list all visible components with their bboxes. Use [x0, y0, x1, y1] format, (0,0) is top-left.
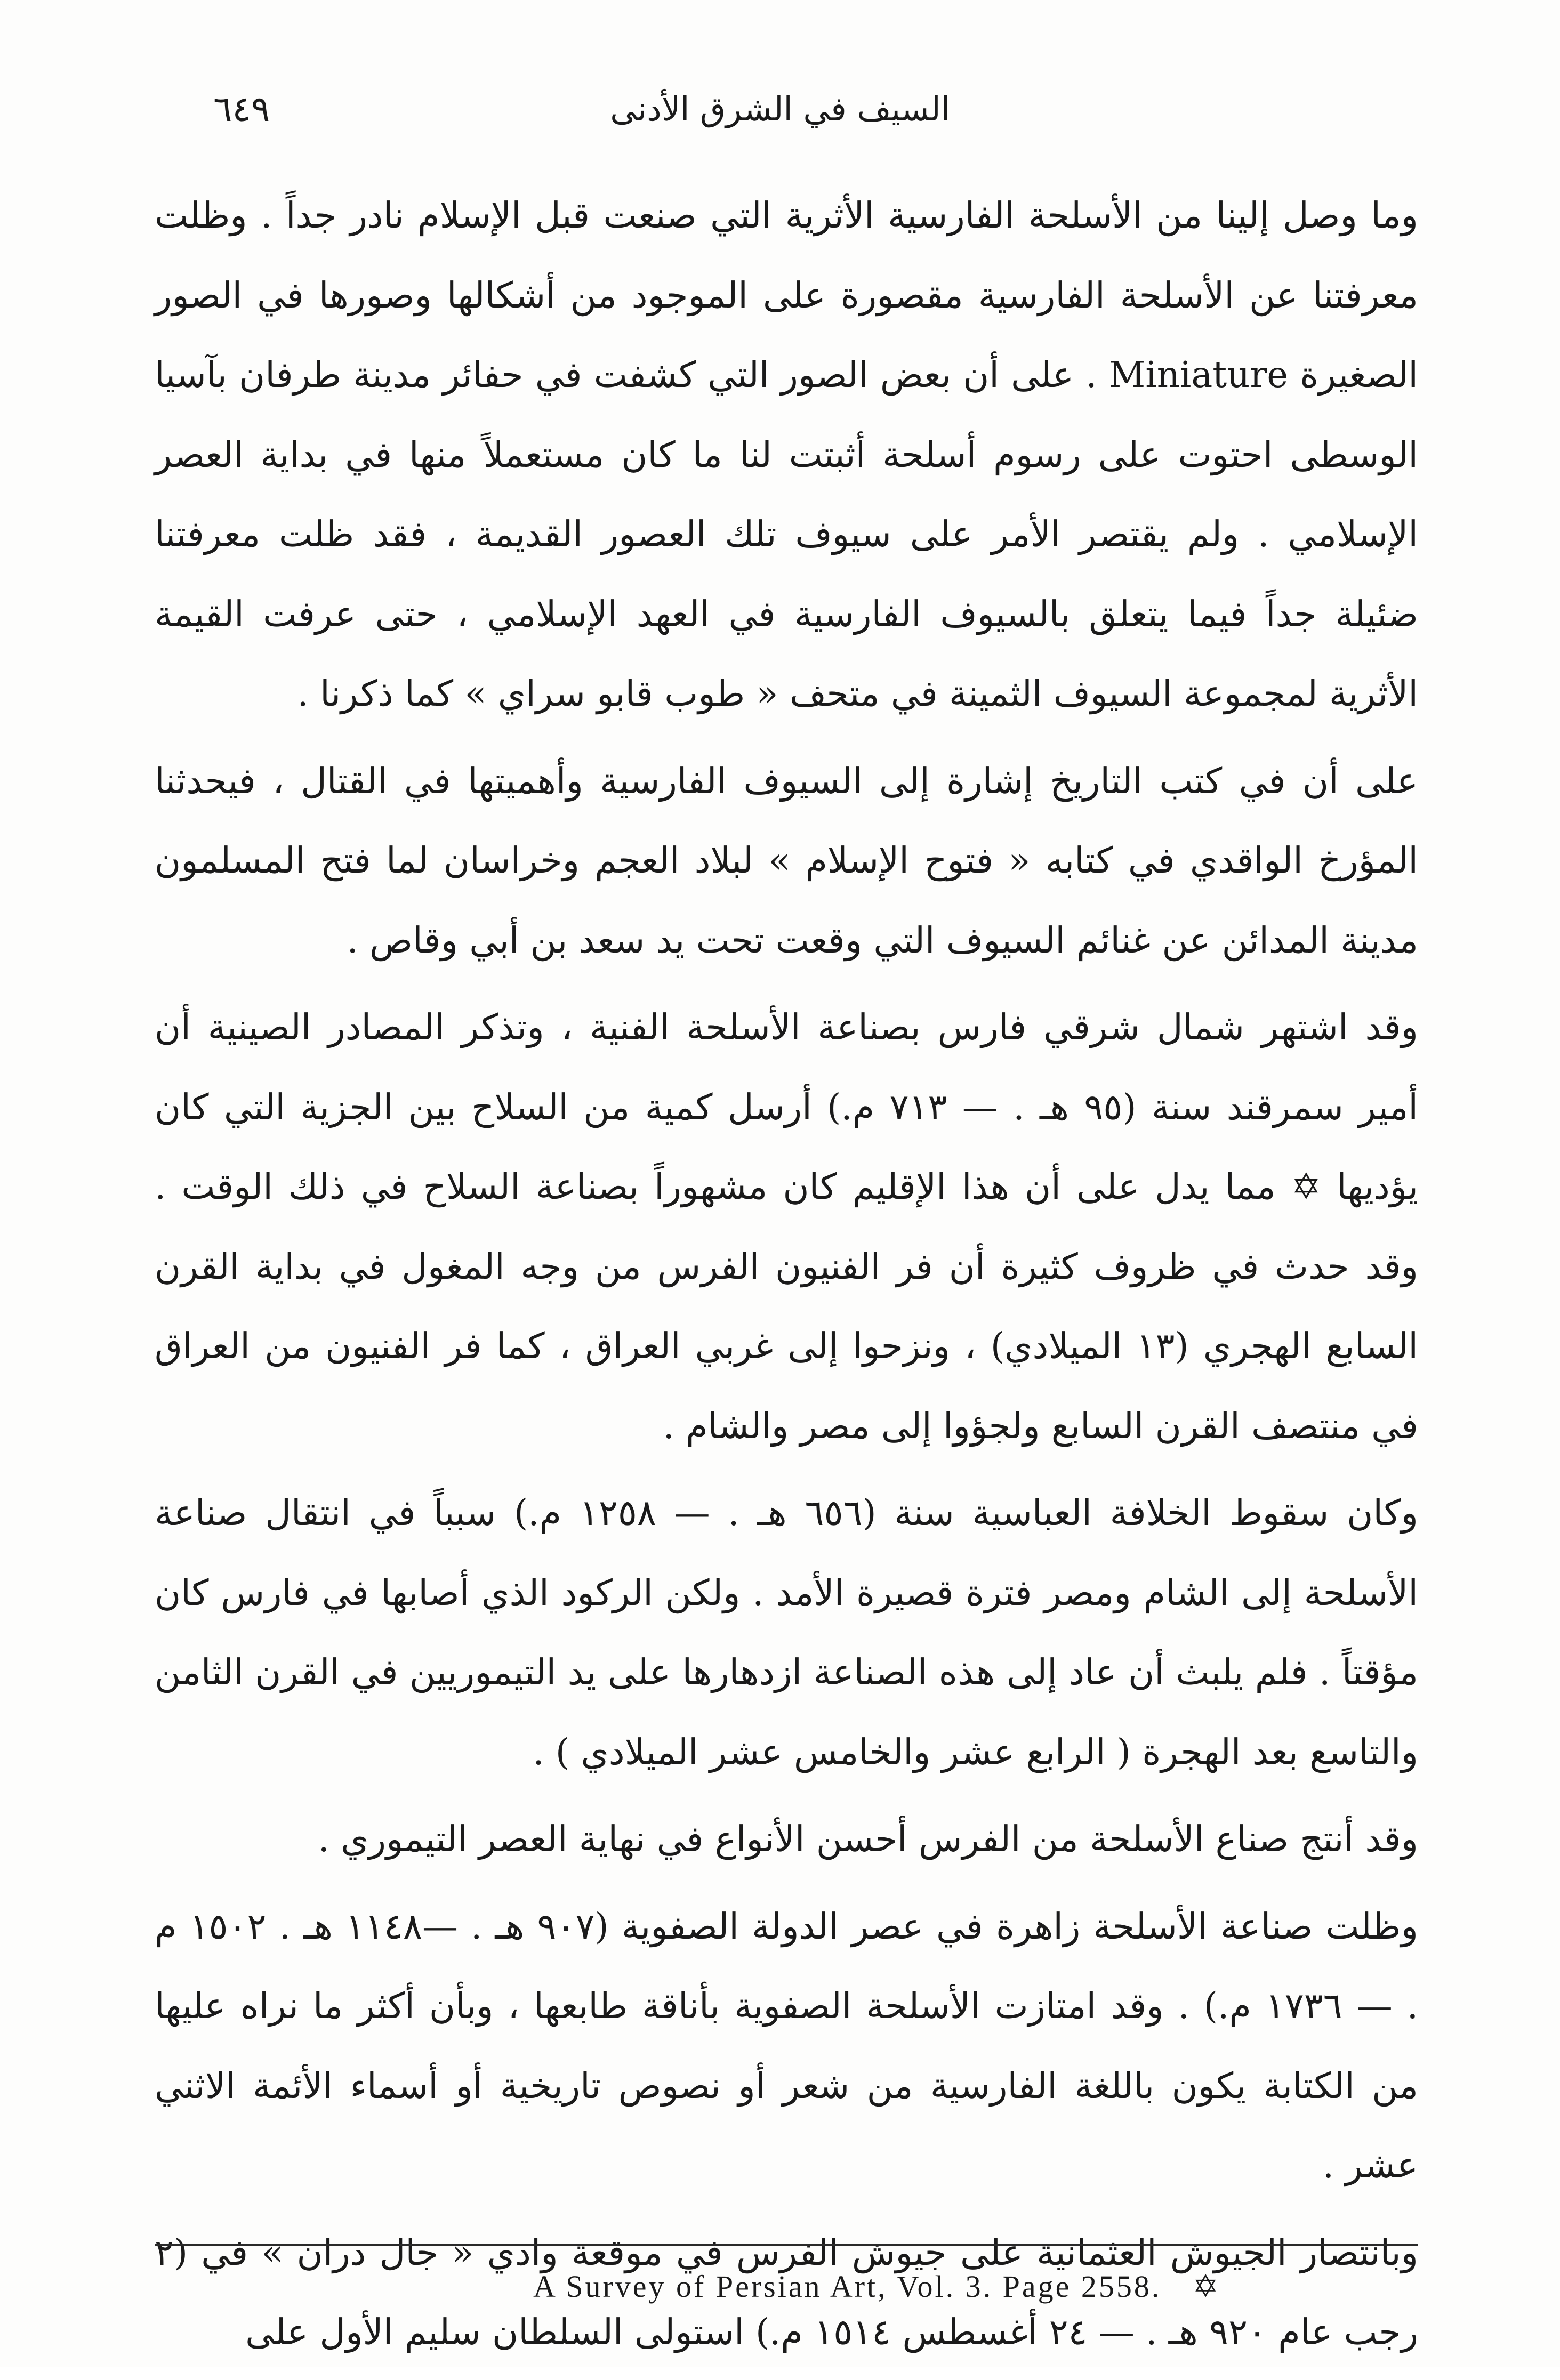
footnote [533, 2260, 1418, 2313]
paragraph-2: على أن في كتب التاريخ إشارة إلى السيوف الفارسية وأهميتها في القتال ، فيحدثنا المؤرخ الواقدي في كتابه « فتوح الإسلام » لبلاد العجم وخراسان لما فتح المسلمون مدينة المدائن عن غنائم السيوف التي وقعت تحت يد سعد بن أبي وقاص . [155, 760, 1418, 961]
body-text [155, 176, 1418, 2380]
footnote-citation: A Survey of Persian Art, Vol. 3. Page 2558. [533, 2269, 1162, 2304]
paragraph-1: وما وصل إلينا من الأسلحة الفارسية الأثرية التي صنعت قبل الإسلام نادر جداً . وظلت معرفتنا عن الأسلحة الفارسية مقصورة على الموجود من أشكالها وصورها في الصور الصغيرة Miniature . على أن بعض الصور التي كشفت في حفائر مدينة طرفان بآسيا الوسطى احتوت على رسوم أسلحة أثبتت لنا ما كان مستعملاً منها في بداية العصر الإسلامي . ولم يقتصر الأمر على سيوف تلك العصور القديمة ، فقد ظلت معرفتنا ضئيلة جداً فيما يتعلق بالسيوف الفارسية في العهد الإسلامي ، حتى عرفت القيمة الأثرية لمجموعة السيوف الثمينة في متحف « طوب قابو سراي » كما ذكرنا . [155, 195, 1418, 714]
paragraph-7: وبانتصار الجيوش العثمانية على جيوش الفرس في موقعة وادي « جال دران » في (٢ رجب عام ٩٢٠ هـ . — ٢٤ أغسطس ١٥١٤ م.) استولى السلطان سليم الأول على [155, 2231, 1418, 2353]
running-title: السيف في الشرق الأدنى [610, 90, 950, 128]
page-number: ٦٤٩ [213, 88, 270, 130]
page-header [155, 80, 1405, 144]
paragraph-5: وقد أنتج صناع الأسلحة من الفرس أحسن الأنواع في نهاية العصر التيموري . [318, 1818, 1418, 1860]
paragraph-4: وكان سقوط الخلافة العباسية سنة (٦٥٦ هـ . — ١٢٥٨ م.) سبباً في انتقال صناعة الأسلحة إلى الشام ومصر فترة قصيرة الأمد . ولكن الركود الذي أصابها في فارس كان مؤقتاً . فلم يلبث أن عاد إلى هذه الصناعة ازدهارها على يد التيموريين في القرن الثامن والتاسع بعد الهجرة ( الرابع عشر والخامس عشر الميلادي ) . [155, 1492, 1419, 1773]
footnote-divider [155, 2244, 1418, 2246]
paragraph-6: وظلت صناعة الأسلحة زاهرة في عصر الدولة الصفوية (٩٠٧ هـ . —١١٤٨ هـ . ١٥٠٢ م . — ١٧٣٦ م.) . وقد امتازت الأسلحة الصفوية بأناقة طابعها ، وبأن أكثر ما نراه عليها من الكتابة يكون باللغة الفارسية من شعر أو نصوص تاريخية أو أسماء الأئمة الاثني عشر . [155, 1905, 1418, 2186]
paragraph-3: وقد اشتهر شمال شرقي فارس بصناعة الأسلحة الفنية ، وتذكر المصادر الصينية أن أمير سمرقند سنة (٩٥ هـ . — ٧١٣ م.) أرسل كمية من السلاح بين الجزية التي كان يؤديها ✡ مما يدل على أن هذا الإقليم كان مشهوراً بصناعة السلاح في ذلك الوقت . وقد حدث في ظروف كثيرة أن فر الفنيون الفرس من وجه المغول في بداية القرن السابع الهجري (١٣ الميلادي) ، ونزحوا إلى غربي العراق ، كما فر الفنيون من العراق في منتصف القرن السابع ولجؤوا إلى مصر والشام . [155, 1006, 1419, 1447]
footnote-marker: ✡ [1192, 2269, 1221, 2304]
